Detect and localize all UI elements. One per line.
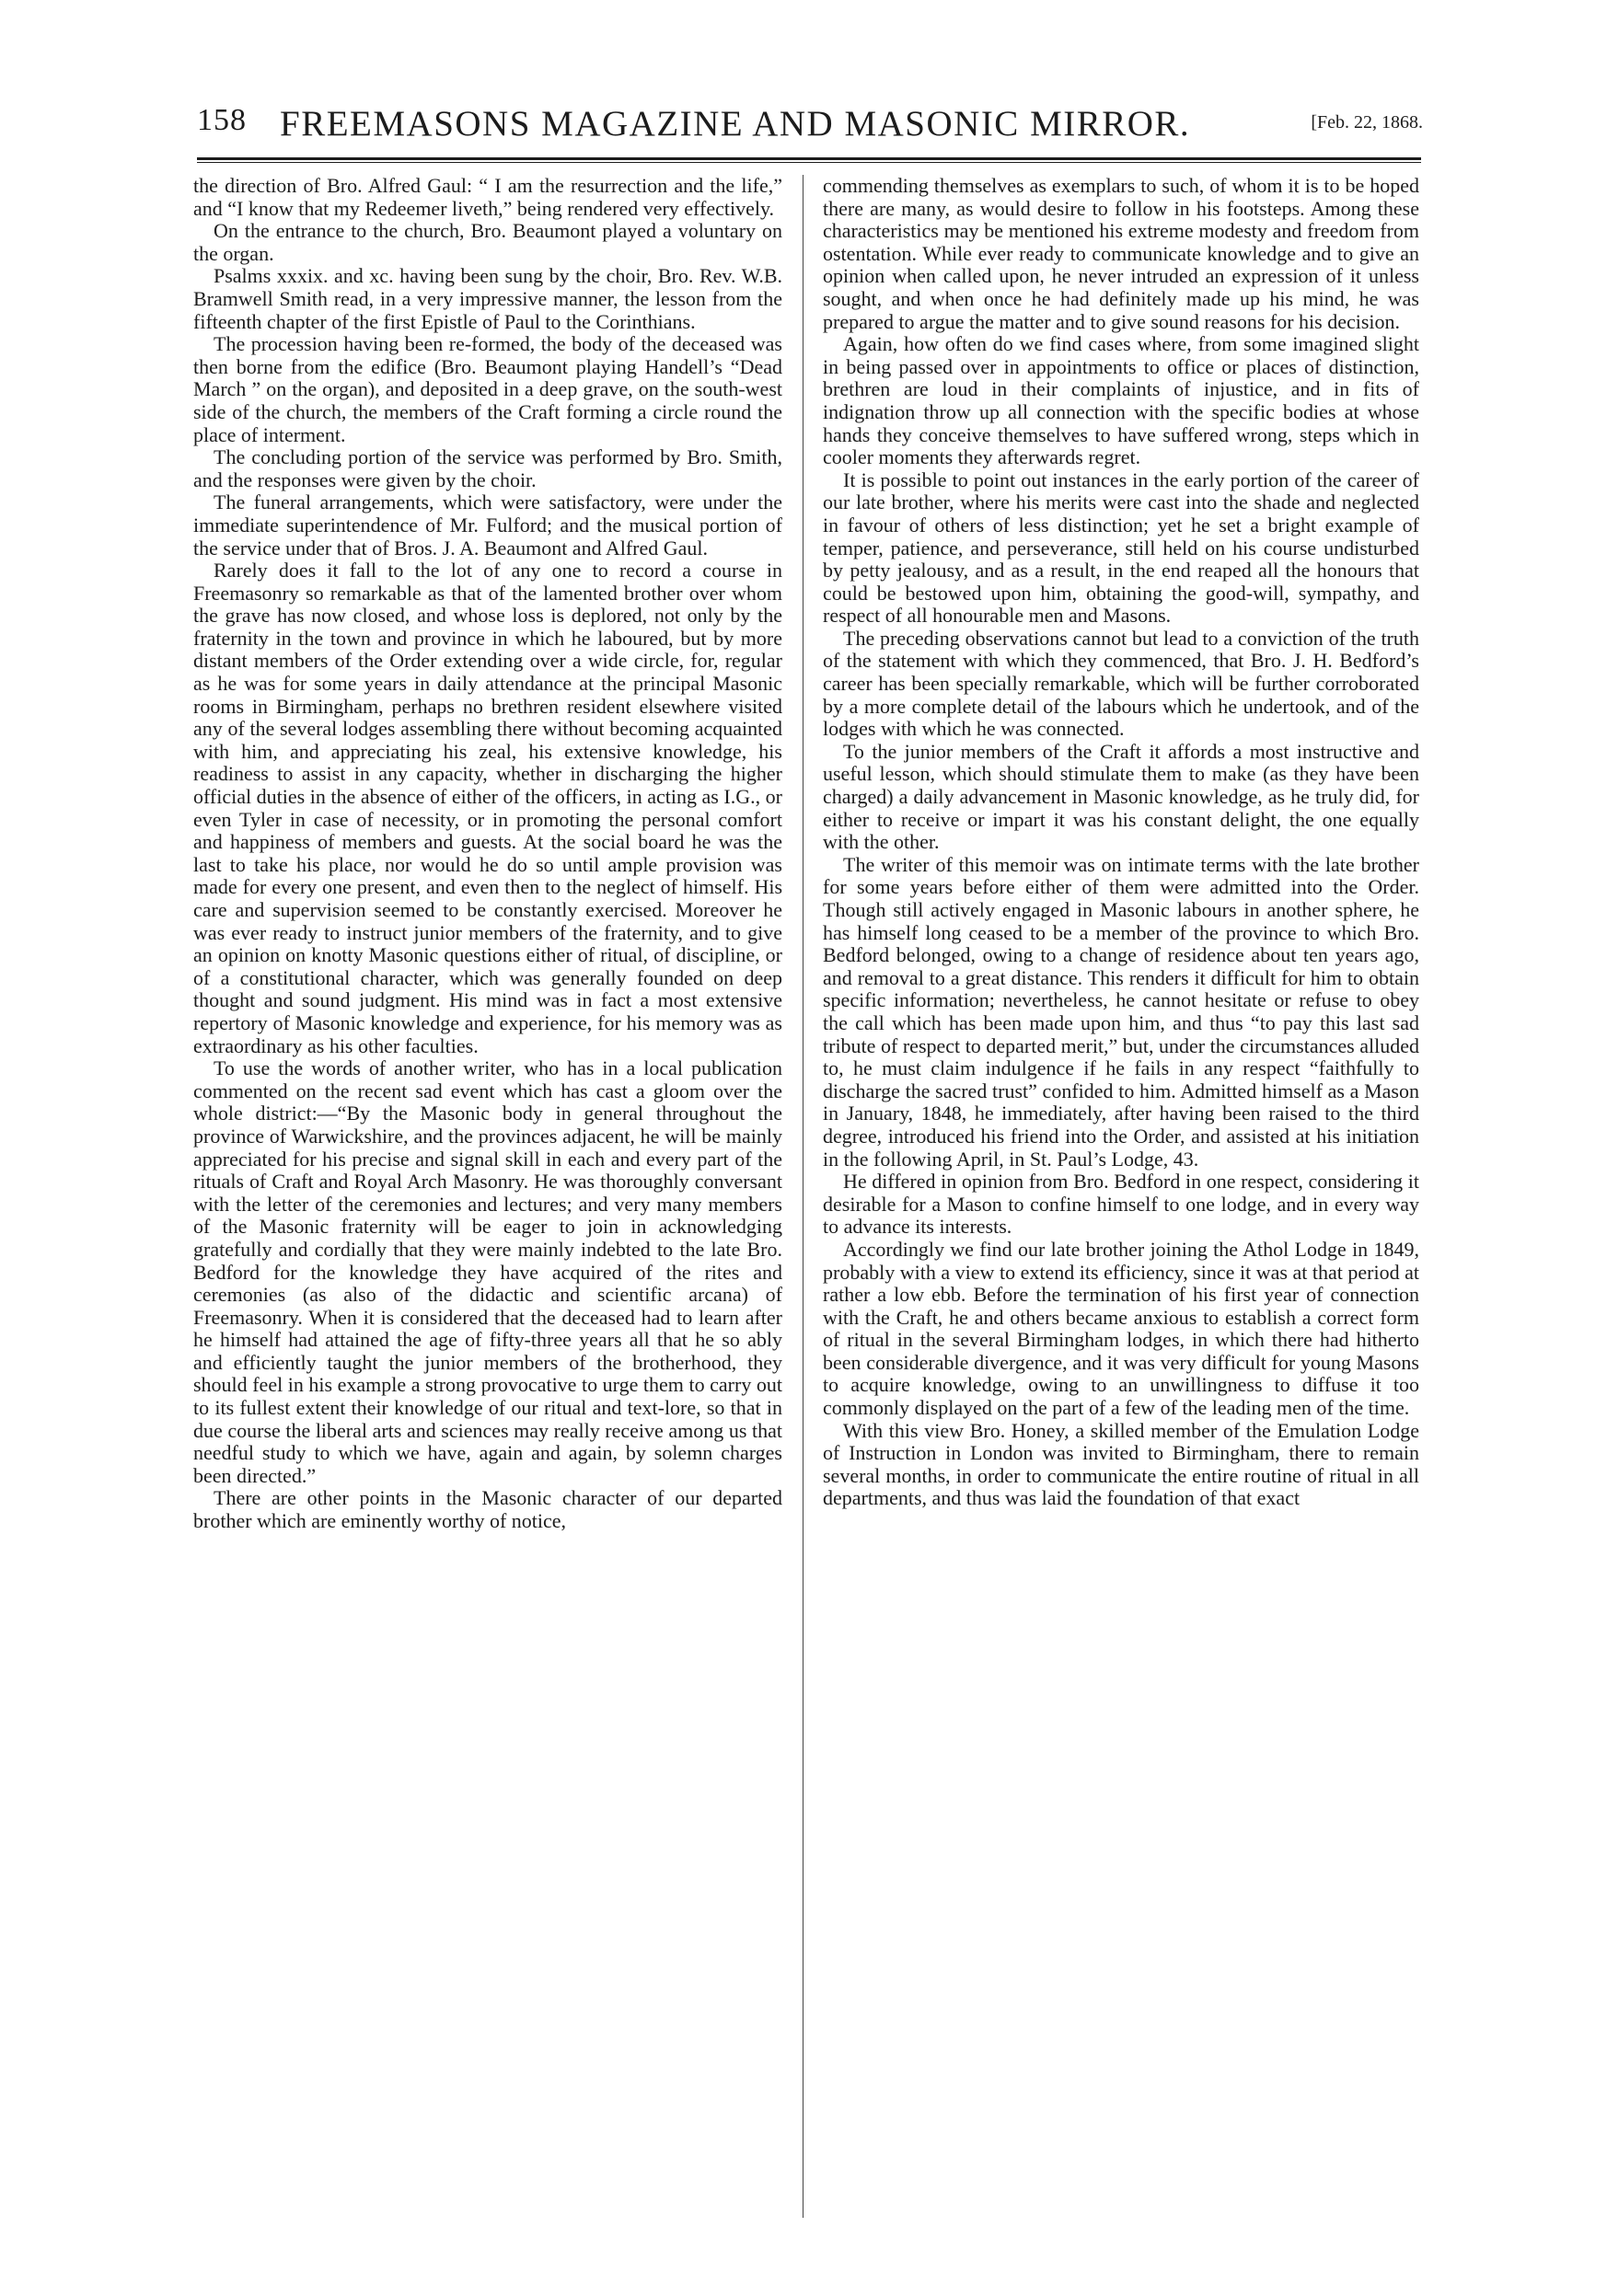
paragraph: the direction of Bro. Alfred Gaul: “ I am the resurrection and the life,” and “I know that my Redeemer liveth,” being rendered very effectively. — [193, 175, 782, 220]
paragraph: The writer of this memoir was on intimate terms with the late brother for some years before either of them were admitted into the Order. Though still actively engaged in Masonic labours in another sphere, he has himself long ceased to be a member of the province to which Bro. Bedford belonged, owing to a change of residence about ten years ago, and removal to a great distance. This renders it difficult for him to obtain specific information; nevertheless, he cannot hesitate or refuse to obey the call which has been made upon him, and thus “to pay this last sad tribute of respect to departed merit,” but, under the circumstances alluded to, he must claim indulgence if he fails in any respect “faithfully to discharge the sacred trust” confided to him. Admitted himself as a Mason in January, 1848, he immediately, after having been raised to the third degree, introduced his friend into the Order, and assisted at his initiation in the following April, in St. Paul’s Lodge, 43. — [823, 852, 1419, 1171]
paragraph: Again, how often do we find cases where, from some imagined slight in being passed over in appointments to office or places of distinction, brethren are loud in their complaints of injustice, and in fits of indignation throw up all connection with the specific bodies at whose hands they conceive themselves to have suffered wrong, steps which in cooler moments they afterwards regret. — [823, 332, 1419, 469]
paragraph: commending themselves as exemplars to such, of whom it is to be hoped there are many, as would desire to follow in his footsteps. Among these characteristics may be mentioned his extreme modesty and freedom from ostentation. While ever ready to communicate knowledge and to give an opinion when called upon, he never intruded an expression of it unless sought, and when once he had definitely made up his mind, he was prepared to argue the matter and to give sound reasons for his decision. — [823, 175, 1419, 333]
paragraph: The preceding observations cannot but lead to a conviction of the truth of the statement with which they commenced, that Bro. J. H. Bedford’s career has been specially remarkable, which will be further corroborated by a more complete detail of the labours which he undertook, and of the lodges with which he was connected. — [823, 626, 1419, 741]
paragraph: There are other points in the Masonic character of our departed brother which are eminently worthy of notice, — [193, 1486, 782, 1533]
paragraph: Psalms xxxix. and xc. having been sung by the choir, Bro. Rev. W.B. Bramwell Smith read, in a very impressive manner, the lesson from the fifteenth chapter of the first Epistle of Paul to the Corinthians. — [193, 264, 782, 333]
masthead — [197, 103, 1423, 155]
paragraph: The funeral arrangements, which were satisfactory, were under the immediate superintendence of Mr. Fulford; and the musical portion of the service under that of Bros. J. A. Beaumont and Alfred Gaul. — [193, 490, 782, 560]
paragraph: The concluding portion of the service was performed by Bro. Smith, and the responses were given by the choir. — [193, 445, 782, 491]
issue-date: [Feb. 22, 1868. — [1311, 112, 1423, 133]
header-rule — [197, 157, 1421, 160]
journal-title: FREEMASONS MAGAZINE AND MASONIC MIRROR. — [280, 104, 1191, 144]
paragraph: To the junior members of the Craft it affords a most instructive and useful lesson, which should stimulate them to make (as they have been charged) a daily advancement in Masonic knowledge, as he truly did, for either to receive or impart it was his constant delight, the one equally with the other. — [823, 739, 1419, 854]
paragraph: On the entrance to the church, Bro. Beaumont played a voluntary on the organ. — [193, 219, 782, 265]
paragraph: To use the words of another writer, who has in a local publication commented on the recent sad event which has cast a gloom over the whole district:—“By the Masonic body in general throughout the province of Warwickshire, and the provinces adjacent, he will be mainly appreciated for his precise and signal skill in each and every part of the rituals of Craft and Royal Arch Masonry. He was thoroughly conversant with the letter of the ceremonies and lectures; and very many members of the Masonic fraternity will be eager to join in acknowledging gratefully and cordially that they were mainly indebted to the late Bro. Bedford for the knowledge they have acquired of the rites and ceremonies (as also of the didactic and scientific arcana) of Freemasonry. When it is considered that the deceased had to learn after he himself had attained the age of fifty-three years all that he so ably and efficiently taught the junior members of the brotherhood, they should feel in his example a strong provocative to urge them to carry out to its fullest extent their knowledge of our ritual and text-lore, so that in due course the liberal arts and sciences may really receive among us that needful study to which we have, again and again, by solemn charges been directed.” — [193, 1056, 782, 1487]
header-rule-thin — [197, 162, 1421, 163]
paragraph: With this view Bro. Honey, a skilled member of the Emulation Lodge of Instruction in London was invited to Birmingham, there to remain several months, in order to communicate the entire routine of ritual in all departments, and thus was laid the foundation of that exact — [823, 1418, 1419, 1510]
paragraph: He differed in opinion from Bro. Bedford in one respect, considering it desirable for a Mason to confine himself to one lodge, and in every way to advance its interests. — [823, 1170, 1419, 1239]
paragraph: It is possible to point out instances in the early portion of the career of our late brother, where his merits were cast into the shade and neglected in favour of others of less distinction; yet he set a bright example of temper, patience, and perseverance, still held on his course undisturbed by petty jealousy, and as a result, in the end reaped all the honours that could be bestowed upon him, obtaining the good-will, sympathy, and respect of all honourable men and Masons. — [823, 467, 1419, 628]
paragraph: The procession having been re-formed, the body of the deceased was then borne from the edifice (Bro. Beaumont playing Handell’s “Dead March ” on the organ), and deposited in a deep grave, on the south-west side of the church, the members of the Craft forming a circle round the place of interment. — [193, 332, 782, 446]
paragraph: Rarely does it fall to the lot of any one to record a course in Freemasonry so remarkable as that of the lamented brother over whom the grave has now closed, and whose loss is deplored, not only by the fraternity in the town and province in which he laboured, but by more distant members of the Order extending over a wide circle, for, regular as he was for some years in daily attendance at the principal Masonic rooms in Birmingham, perhaps no brethren resident elsewhere visited any of the several lodges assembling there without becoming acquainted with him, and appreciating his zeal, his extensive knowledge, his readiness to assist in any capacity, whether in discharging the higher official duties in the absence of either of the officers, in acting as I.G., or even Tyler in case of necessity, or in promoting the personal comfort and happiness of members and guests. At the social board he was the last to take his place, nor would he do so until ample provision was made for every one present, and even then to the neglect of himself. His care and supervision seemed to be constantly exercised. Moreover he was ever ready to instruct junior members of the fraternity, and to give an opinion on knotty Masonic questions either of ritual, of discipline, or of a constitutional character, which was generally founded on deep thought and sound judgment. His mind was in fact a most extensive repertory of Masonic knowledge and experience, for his memory was as extraordinary as his other faculties. — [193, 559, 782, 1057]
left-column — [193, 175, 782, 2236]
column-divider — [803, 175, 804, 2218]
right-column — [823, 175, 1419, 2236]
page-number: 158 — [197, 103, 247, 137]
paragraph: Accordingly we find our late brother joining the Athol Lodge in 1849, probably with a view to extend its efficiency, since it was at that period at rather a low ebb. Before the termination of his first year of connection with the Craft, he and others became anxious to establish a correct form of ritual in the several Birmingham lodges, in which there had hitherto been considerable divergence, and it was very difficult for young Masons to acquire knowledge, owing to an unwillingness to diffuse it too commonly displayed on the part of a few of the leading men of the time. — [823, 1237, 1419, 1420]
